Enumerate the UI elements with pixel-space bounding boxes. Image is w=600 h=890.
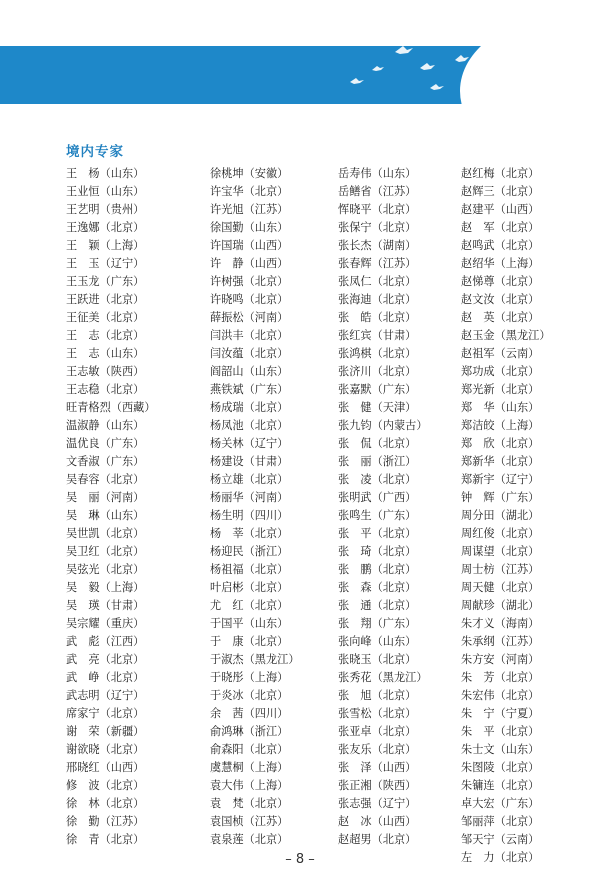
expert-entry: 杨丽华（河南） [210,491,289,504]
expert-entry: 张 琦（北京） [338,545,417,558]
expert-entry: 王 志（山东） [66,347,145,360]
expert-entry: 赵辉三（北京） [461,185,540,198]
expert-entry: 张 平（北京） [338,527,417,540]
expert-entry: 赵鸣武（北京） [461,239,540,252]
expert-entry: 武 彪（江西） [66,635,145,648]
expert-entry: 邹丽萍（北京） [461,815,540,828]
expert-entry: 许晓鸣（北京） [210,293,289,306]
expert-entry: 张鸣生（广东） [338,509,417,522]
expert-entry: 许 静（山西） [210,257,289,270]
expert-entry: 许国瑞（山西） [210,239,289,252]
name-column-2 [210,165,300,849]
expert-entry: 张 翔（广东） [338,617,417,630]
expert-entry: 周分田（湖北） [461,509,540,522]
expert-entry: 张 侃（北京） [338,437,417,450]
expert-entry: 张 皓（北京） [338,311,417,324]
expert-entry: 武 峥（北京） [66,671,145,684]
expert-entry: 张向峰（山东） [338,635,417,648]
expert-entry: 武 亮（北京） [66,653,145,666]
expert-entry: 张海迪（北京） [338,293,417,306]
expert-entry: 于国平（山东） [210,617,289,630]
expert-entry: 于 康（北京） [210,635,289,648]
expert-entry: 谢 荣（新疆） [66,725,145,738]
expert-entry: 吴 瑛（甘肃） [66,599,145,612]
expert-entry: 朱宏伟（北京） [461,689,540,702]
expert-entry: 张晓玉（北京） [338,653,417,666]
expert-entry: 周谋望（北京） [461,545,540,558]
expert-entry: 朱承纲（江苏） [461,635,540,648]
expert-entry: 杨 莘（北京） [210,527,289,540]
expert-entry: 杨迎民（浙江） [210,545,289,558]
expert-entry: 徐国勤（山东） [210,221,289,234]
expert-entry: 于淑杰（黑龙江） [210,653,300,666]
expert-entry: 张 通（北京） [338,599,417,612]
expert-entry: 徐 勤（江苏） [66,815,145,828]
expert-entry: 徐 青（北京） [66,833,145,846]
expert-entry: 杨生明（四川） [210,509,289,522]
expert-entry: 王 颖（上海） [66,239,145,252]
expert-entry: 王跃进（北京） [66,293,145,306]
expert-entry: 温优良（广东） [66,437,145,450]
expert-entry: 于炎冰（北京） [210,689,289,702]
expert-entry: 朱 平（北京） [461,725,540,738]
expert-entry: 张 鹏（北京） [338,563,417,576]
expert-entry: 虞慧桐（上海） [210,761,289,774]
expert-entry: 张鸿棋（北京） [338,347,417,360]
flying-birds-icon [0,0,600,104]
expert-entry: 张秀花（黑龙江） [338,671,428,684]
expert-entry: 袁 梵（北京） [210,797,289,810]
expert-entry: 张保宁（北京） [338,221,417,234]
expert-entry: 徐 林（北京） [66,797,145,810]
expert-entry: 周献珍（湖北） [461,599,540,612]
expert-entry: 张红宾（甘肃） [338,329,417,342]
expert-entry: 周天健（北京） [461,581,540,594]
expert-entry: 郑功成（北京） [461,365,540,378]
expert-entry: 王志敏（陕西） [66,365,145,378]
expert-entry: 郑 华（山东） [461,401,540,414]
expert-entry: 赵祖军（云南） [461,347,540,360]
expert-entry: 徐桃坤（安徽） [210,167,289,180]
expert-entry: 于晓彤（上海） [210,671,289,684]
expert-entry: 吴世凯（北京） [66,527,145,540]
expert-entry: 张济川（北京） [338,365,417,378]
expert-entry: 王艺明（贵州） [66,203,145,216]
expert-entry: 王 杨（山东） [66,167,145,180]
section-title: 境内专家 [66,144,124,160]
expert-entry: 王逸娜（北京） [66,221,145,234]
expert-entry: 朱镛连（北京） [461,779,540,792]
expert-entry: 张长杰（湖南） [338,239,417,252]
expert-entry: 朱图陵（北京） [461,761,540,774]
expert-entry: 闫洪丰（北京） [210,329,289,342]
expert-entry: 王 志（北京） [66,329,145,342]
expert-entry: 左 力（北京） [461,851,540,864]
expert-entry: 恽晓平（北京） [338,203,417,216]
expert-entry: 吴春容（北京） [66,473,145,486]
name-column-1 [66,165,156,849]
expert-entry: 赵红梅（北京） [461,167,540,180]
expert-entry: 赵 冰（山西） [338,815,417,828]
expert-entry: 郑新华（北京） [461,455,540,468]
expert-entry: 张 泽（山西） [338,761,417,774]
expert-entry: 杨立雄（北京） [210,473,289,486]
expert-entry: 许树强（北京） [210,275,289,288]
expert-entry: 修 波（北京） [66,779,145,792]
expert-entry: 吴 丽（河南） [66,491,145,504]
page-number: – 8 – [285,852,315,867]
expert-entry: 旺青格烈（西藏） [66,401,156,414]
expert-entry: 俞鸿琳（浙江） [210,725,289,738]
expert-entry: 席家宁（北京） [66,707,145,720]
expert-entry: 赵 英（北京） [461,311,540,324]
expert-entry: 赵玉金（黑龙江） [461,329,551,342]
expert-entry: 谢欲晓（北京） [66,743,145,756]
expert-entry: 袁泉莲（北京） [210,833,289,846]
expert-entry: 杨祖福（北京） [210,563,289,576]
expert-entry: 赵建平（山西） [461,203,540,216]
expert-entry: 王征美（北京） [66,311,145,324]
expert-entry: 吴 毅（上海） [66,581,145,594]
expert-entry: 杨建设（甘肃） [210,455,289,468]
expert-entry: 周红俊（北京） [461,527,540,540]
expert-entry: 张 丽（浙江） [338,455,417,468]
expert-entry: 张亚卓（北京） [338,725,417,738]
expert-entry: 袁大伟（上海） [210,779,289,792]
expert-entry: 郑洁皎（上海） [461,419,540,432]
expert-entry: 王 玉（辽宁） [66,257,145,270]
expert-entry: 张 森（北京） [338,581,417,594]
expert-entry: 燕铁斌（广东） [210,383,289,396]
expert-entry: 余 茜（四川） [210,707,289,720]
expert-entry: 吴弦光（北京） [66,563,145,576]
expert-entry: 文香淑（广东） [66,455,145,468]
expert-entry: 张 凌（北京） [338,473,417,486]
expert-entry: 邢晓红（山西） [66,761,145,774]
name-column-3 [338,165,428,849]
expert-entry: 赵超男（北京） [338,833,417,846]
expert-entry: 张 健（天津） [338,401,417,414]
expert-entry: 朱 宁（宁夏） [461,707,540,720]
expert-entry: 尤 红（北京） [210,599,289,612]
expert-entry: 薛振松（河南） [210,311,289,324]
expert-entry: 叶启彬（北京） [210,581,289,594]
expert-entry: 袁国桢（江苏） [210,815,289,828]
expert-entry: 杨成瑞（北京） [210,401,289,414]
expert-entry: 周士枋（江苏） [461,563,540,576]
expert-entry: 张友乐（北京） [338,743,417,756]
expert-entry: 张 旭（北京） [338,689,417,702]
expert-entry: 吴卫红（北京） [66,545,145,558]
expert-entry: 吴宗耀（重庆） [66,617,145,630]
expert-entry: 许光旭（江苏） [210,203,289,216]
expert-entry: 赵悌尊（北京） [461,275,540,288]
expert-entry: 俞森阳（北京） [210,743,289,756]
expert-entry: 王业恒（山东） [66,185,145,198]
expert-entry: 赵 军（北京） [461,221,540,234]
expert-entry: 朱才义（海南） [461,617,540,630]
expert-entry: 王玉龙（广东） [66,275,145,288]
expert-entry: 张凤仁（北京） [338,275,417,288]
expert-entry: 张明武（广西） [338,491,417,504]
expert-entry: 朱方安（河南） [461,653,540,666]
expert-entry: 许宝华（北京） [210,185,289,198]
expert-entry: 温淑静（山东） [66,419,145,432]
expert-entry: 张嘉默（广东） [338,383,417,396]
expert-entry: 赵文汝（北京） [461,293,540,306]
expert-entry: 张九钧（内蒙古） [338,419,428,432]
expert-entry: 卓大宏（广东） [461,797,540,810]
expert-entry: 吴 琳（山东） [66,509,145,522]
expert-entry: 张雪松（北京） [338,707,417,720]
expert-entry: 钟 辉（广东） [461,491,540,504]
expert-entry: 阎韶山（山东） [210,365,289,378]
expert-entry: 岳寿伟（山东） [338,167,417,180]
expert-entry: 郑光新（北京） [461,383,540,396]
expert-entry: 邹天宁（云南） [461,833,540,846]
expert-entry: 朱 芳（北京） [461,671,540,684]
expert-entry: 朱士文（山东） [461,743,540,756]
name-column-4 [461,165,551,867]
expert-entry: 岳鳝省（江苏） [338,185,417,198]
expert-entry: 闫汝蕴（北京） [210,347,289,360]
expert-entry: 张正湘（陕西） [338,779,417,792]
expert-entry: 武志明（辽宁） [66,689,145,702]
expert-entry: 赵绍华（上海） [461,257,540,270]
expert-entry: 郑新宇（辽宁） [461,473,540,486]
expert-entry: 王志稳（北京） [66,383,145,396]
expert-entry: 张春辉（江苏） [338,257,417,270]
expert-entry: 杨关林（辽宁） [210,437,289,450]
expert-entry: 郑 欣（北京） [461,437,540,450]
expert-entry: 张志强（辽宁） [338,797,417,810]
expert-entry: 杨凤池（北京） [210,419,289,432]
